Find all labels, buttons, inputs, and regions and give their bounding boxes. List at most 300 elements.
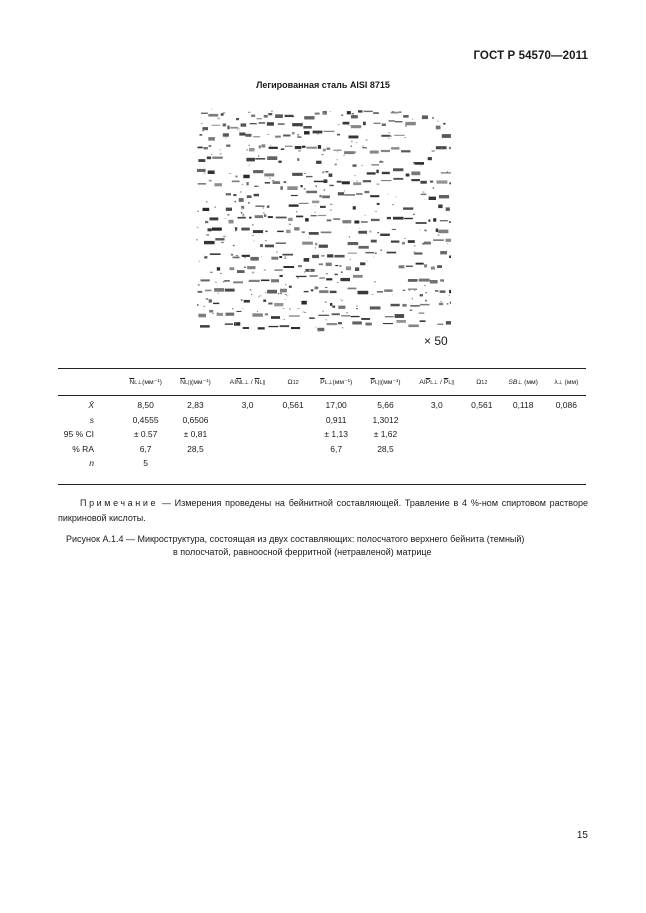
micro-speck — [316, 185, 318, 187]
micro-streak — [264, 115, 268, 118]
table-cell: 28,5 — [187, 443, 204, 454]
caption-line-1: Рисунок А.1.4 — Микроструктура, состоящая из двух составляющих: полосчатого верхнего бейнита (темный) — [66, 534, 525, 544]
micro-streak — [396, 320, 406, 323]
micro-streak — [364, 111, 373, 112]
micro-streak — [280, 186, 283, 190]
micro-streak — [392, 229, 396, 230]
table-cell: 8,50 — [137, 400, 154, 411]
micro-speck — [233, 245, 235, 246]
micro-speck — [270, 145, 271, 146]
micro-streak — [203, 147, 208, 149]
micro-streak — [243, 327, 249, 329]
micro-streak — [276, 217, 287, 219]
table-cell — [464, 456, 499, 471]
micro-streak — [335, 164, 337, 166]
micro-streak — [276, 243, 286, 244]
micro-speck — [380, 161, 382, 162]
table-cell — [409, 442, 464, 457]
micro-speck — [342, 327, 343, 328]
table-cell — [220, 413, 276, 428]
micro-streak — [365, 191, 370, 193]
micro-streak — [286, 230, 291, 233]
micro-streak — [258, 327, 265, 329]
micro-streak — [338, 322, 342, 324]
micro-speck — [257, 186, 259, 187]
micro-streak — [237, 270, 245, 273]
micro-speck — [351, 141, 353, 143]
header-label-cell — [58, 372, 120, 392]
micro-streak — [253, 136, 260, 137]
micro-streak — [371, 240, 377, 243]
micro-streak — [214, 288, 224, 292]
micro-streak — [262, 144, 266, 147]
micro-speck — [404, 238, 406, 239]
micro-speck — [366, 233, 368, 234]
micro-streak — [265, 245, 274, 248]
micro-streak — [327, 254, 333, 257]
micro-speck — [425, 300, 427, 302]
micro-speck — [289, 308, 291, 310]
micro-streak — [289, 315, 300, 316]
micro-streak — [382, 172, 390, 174]
micro-streak — [385, 316, 394, 317]
micro-speck — [337, 151, 338, 152]
micro-streak — [399, 111, 402, 113]
micro-streak — [319, 245, 328, 248]
caption-line-2: в полосчатой, равноосной ферритной (нетравленой) матрице — [173, 547, 432, 557]
micro-streak — [285, 115, 295, 117]
micro-streak — [208, 171, 215, 175]
micro-streak — [416, 263, 424, 265]
micro-streak — [428, 220, 430, 222]
micro-streak — [269, 147, 278, 149]
note-text: — Измерения проведены на бейнитной составляющей. Травление в 4 %-ном спиртовом растворе пикриновой кислоты. — [58, 498, 588, 523]
micro-streak — [333, 150, 341, 151]
micro-speck — [362, 165, 363, 166]
micro-streak — [342, 181, 350, 184]
table-cell: 2,83 — [187, 400, 204, 411]
micro-speck — [215, 282, 218, 283]
micro-streak — [446, 239, 452, 242]
micro-streak — [280, 325, 290, 327]
table-cell — [311, 456, 362, 471]
micro-speck — [297, 134, 299, 136]
micro-streak — [205, 221, 208, 223]
micro-streak — [283, 135, 290, 137]
table-cell — [409, 427, 464, 442]
micro-streak — [247, 195, 252, 198]
micro-speck — [323, 113, 325, 115]
micro-streak — [294, 227, 299, 230]
micro-streak — [358, 291, 369, 295]
micro-streak — [437, 324, 443, 325]
micro-streak — [319, 263, 323, 265]
micro-speck — [198, 284, 200, 286]
micro-streak — [212, 157, 223, 159]
micro-speck — [293, 115, 294, 116]
micro-streak — [370, 195, 379, 197]
micro-streak — [232, 181, 240, 183]
micro-speck — [289, 224, 291, 225]
header-omega-n: Ω12 — [287, 378, 299, 386]
table-header-row — [58, 372, 586, 392]
micro-speck — [236, 255, 238, 256]
micro-speck — [204, 306, 205, 307]
micro-streak — [406, 266, 413, 267]
micro-streak — [440, 279, 444, 281]
micro-streak — [410, 305, 420, 306]
micro-streak — [277, 231, 284, 232]
table-cell: 3,0 — [241, 400, 254, 411]
micro-streak — [362, 147, 367, 148]
micro-streak — [309, 275, 317, 277]
micro-streak — [349, 136, 359, 139]
micro-streak — [446, 321, 451, 325]
micro-streak — [244, 300, 250, 303]
micro-streak — [297, 136, 301, 138]
micro-streak — [312, 201, 319, 204]
micro-speck — [224, 218, 226, 219]
micro-streak — [233, 194, 236, 196]
micro-streak — [268, 216, 273, 218]
micro-streak — [306, 147, 317, 149]
table-cell — [220, 456, 276, 471]
micro-streak — [279, 256, 282, 258]
micro-streak — [393, 217, 404, 220]
micro-speck — [387, 194, 389, 195]
micro-streak — [432, 151, 435, 152]
micro-streak — [200, 134, 203, 135]
micro-streak — [299, 203, 309, 204]
micro-streak — [238, 217, 246, 219]
micro-streak — [341, 315, 351, 317]
micro-speck — [244, 257, 246, 258]
micro-speck — [326, 319, 327, 320]
micro-speck — [253, 241, 255, 242]
micro-streak — [403, 207, 413, 209]
micro-streak — [353, 182, 361, 185]
micro-speck — [242, 184, 244, 185]
micro-streak — [402, 242, 405, 245]
micro-speck — [240, 191, 242, 192]
micro-streak — [291, 195, 298, 196]
micro-streak — [292, 123, 303, 126]
micro-streak — [403, 290, 406, 292]
micro-speck — [447, 303, 449, 304]
table-cell: 6,7 — [330, 443, 343, 454]
micro-streak — [207, 157, 211, 160]
micro-streak — [353, 275, 363, 278]
micro-streak — [210, 217, 219, 220]
micro-streak — [355, 267, 359, 271]
micro-speck — [323, 310, 324, 312]
micro-speck — [349, 236, 350, 238]
micro-speck — [235, 201, 236, 203]
micro-streak — [198, 291, 203, 293]
micro-streak — [236, 311, 241, 312]
table-cell: 0,911 — [325, 414, 347, 425]
micro-streak — [421, 194, 427, 196]
micro-speck — [405, 126, 407, 127]
micro-speck — [405, 123, 406, 124]
micro-speck — [212, 313, 214, 314]
micro-speck — [265, 240, 267, 241]
micro-streak — [252, 313, 263, 316]
micro-streak — [236, 118, 239, 120]
micro-streak — [327, 323, 338, 325]
micro-speck — [285, 294, 287, 295]
micro-speck — [380, 250, 382, 251]
micro-speck — [356, 142, 358, 143]
micro-streak — [376, 170, 379, 174]
micro-speck — [330, 111, 331, 112]
micro-streak — [221, 113, 224, 115]
table-row — [58, 427, 586, 442]
micro-speck — [302, 312, 304, 313]
micro-streak — [384, 289, 392, 292]
micro-speck — [252, 224, 253, 225]
micro-speck — [199, 261, 200, 262]
header-n-perp: $\overline{N}L\perp(мм^{-1})$ — [129, 379, 162, 386]
micro-speck — [218, 118, 221, 120]
micro-speck — [372, 294, 374, 295]
micro-speck — [437, 121, 439, 122]
micro-streak — [318, 145, 321, 149]
micro-streak — [204, 241, 215, 244]
micro-streak — [254, 194, 259, 197]
micro-streak — [327, 219, 332, 221]
micro-speck — [264, 270, 266, 271]
micro-streak — [422, 115, 428, 119]
micro-streak — [393, 178, 403, 180]
table-row — [58, 413, 586, 428]
micro-streak — [249, 148, 255, 151]
micro-streak — [301, 301, 306, 305]
micro-streak — [255, 158, 265, 160]
micro-streak — [391, 147, 399, 150]
note-paragraph — [58, 496, 588, 526]
micro-speck — [325, 287, 327, 288]
micro-speck — [433, 187, 434, 188]
micro-streak — [330, 291, 337, 293]
micro-streak — [440, 251, 447, 254]
micro-speck — [242, 215, 244, 216]
micro-speck — [375, 211, 377, 212]
micro-streak — [419, 313, 425, 314]
micro-streak — [275, 136, 281, 138]
micro-speck — [284, 274, 285, 275]
micro-streak — [239, 198, 244, 202]
micro-streak — [198, 159, 205, 162]
micro-streak — [393, 168, 403, 171]
micro-speck — [263, 213, 266, 214]
micro-speck — [422, 243, 424, 245]
micro-speck — [197, 304, 198, 306]
micro-speck — [362, 146, 364, 147]
micro-streak — [259, 122, 266, 124]
micro-streak — [326, 278, 332, 280]
micro-streak — [266, 231, 268, 233]
micro-speck — [237, 128, 240, 129]
micro-speck — [231, 254, 234, 256]
header-n-par: $\overline{N}L||(мм^{-1})$ — [180, 379, 211, 386]
micro-speck — [220, 153, 222, 154]
micro-speck — [284, 319, 285, 320]
table-top-rule — [58, 368, 586, 369]
micro-speck — [269, 178, 271, 179]
micro-speck — [220, 273, 222, 274]
micro-streak — [241, 123, 247, 126]
micro-streak — [322, 171, 324, 173]
micro-streak — [338, 306, 345, 309]
micro-streak — [274, 269, 282, 271]
micro-streak — [268, 303, 272, 305]
micro-streak — [249, 280, 260, 282]
table-cell — [362, 456, 410, 471]
micro-streak — [380, 234, 390, 236]
micro-streak — [292, 132, 295, 135]
row-label-cell: X̄ — [88, 400, 94, 411]
micro-streak — [210, 253, 221, 255]
micro-speck — [218, 293, 219, 294]
micro-streak — [235, 227, 237, 230]
micro-speck — [284, 299, 286, 300]
micro-streak — [435, 290, 439, 292]
micro-streak — [420, 320, 426, 322]
micro-streak — [436, 126, 441, 130]
micro-speck — [204, 256, 205, 258]
magnification-label: × 50 — [424, 334, 448, 348]
micro-speck — [202, 130, 204, 132]
micro-streak — [326, 263, 332, 266]
micro-streak — [284, 181, 287, 183]
micro-speck — [225, 137, 226, 138]
micro-streak — [312, 255, 319, 258]
micro-streak — [311, 289, 313, 291]
micro-streak — [356, 193, 362, 194]
micro-speck — [309, 237, 310, 238]
micro-speck — [366, 261, 367, 262]
micro-speck — [365, 215, 366, 216]
micro-streak — [209, 299, 212, 302]
micro-speck — [296, 211, 297, 213]
micro-speck — [284, 258, 286, 259]
micro-streak — [333, 218, 340, 219]
micro-speck — [206, 298, 209, 299]
micro-speck — [220, 149, 221, 151]
micro-streak — [346, 266, 351, 270]
micro-speck — [196, 239, 197, 241]
micro-streak — [341, 115, 343, 116]
micro-streak — [354, 221, 359, 224]
micro-streak — [377, 184, 380, 185]
micro-streak — [296, 276, 307, 277]
table-cell: 6,7 — [139, 443, 152, 454]
micro-speck — [341, 300, 343, 301]
micro-streak — [406, 174, 410, 177]
micro-speck — [223, 236, 226, 237]
micro-streak — [360, 262, 365, 265]
micro-streak — [197, 169, 206, 172]
figure-caption — [58, 533, 588, 559]
micro-streak — [318, 315, 329, 316]
micro-streak — [239, 133, 245, 136]
micro-speck — [284, 256, 286, 257]
micro-streak — [295, 146, 302, 149]
micro-streak — [433, 218, 436, 222]
micro-streak — [329, 174, 333, 177]
micro-streak — [226, 145, 230, 147]
micro-streak — [209, 180, 212, 182]
micro-speck — [418, 280, 419, 281]
table-cell — [464, 413, 499, 428]
table-cell: 0,4555 — [132, 414, 159, 425]
micro-streak — [381, 150, 390, 152]
micro-speck — [251, 294, 252, 295]
micro-streak — [358, 110, 363, 112]
micro-speck — [410, 310, 413, 311]
micro-streak — [337, 181, 342, 183]
micro-streak — [367, 172, 376, 174]
micro-speck — [326, 273, 328, 274]
micro-streak — [381, 180, 391, 181]
micro-streak — [226, 313, 235, 316]
micro-streak — [289, 204, 299, 206]
micro-streak — [214, 183, 222, 186]
header-sb: SB⊥ (мм) — [508, 378, 538, 386]
micro-streak — [366, 323, 372, 326]
micro-streak — [319, 290, 328, 293]
micro-speck — [374, 281, 376, 282]
micro-streak — [223, 124, 226, 127]
micro-streak — [212, 125, 221, 126]
micro-streak — [208, 114, 218, 117]
micro-streak — [373, 112, 379, 113]
row-label-cell: n — [89, 458, 94, 469]
micro-speck — [227, 214, 229, 215]
table-cell — [500, 427, 547, 442]
micro-streak — [264, 214, 266, 217]
micro-speck — [211, 109, 212, 110]
micro-streak — [250, 123, 257, 124]
micro-streak — [332, 306, 335, 308]
micro-streak — [283, 266, 294, 268]
micro-streak — [246, 158, 255, 162]
micro-streak — [327, 148, 331, 150]
table-row — [58, 456, 586, 471]
micro-streak — [200, 325, 210, 328]
table-cell — [547, 413, 586, 428]
micro-speck — [286, 295, 288, 296]
micro-streak — [265, 313, 268, 315]
micro-streak — [313, 131, 323, 134]
micro-speck — [441, 148, 442, 150]
micro-speck — [250, 289, 252, 290]
micro-speck — [285, 284, 286, 285]
micro-streak — [429, 197, 436, 200]
micro-streak — [281, 149, 284, 150]
micro-streak — [209, 145, 212, 147]
micro-speck — [423, 191, 425, 193]
micro-speck — [425, 292, 427, 293]
micro-speck — [298, 150, 300, 151]
micro-speck — [211, 154, 213, 155]
micro-speck — [388, 138, 390, 139]
micro-streak — [430, 181, 433, 183]
micro-streak — [253, 230, 263, 233]
micro-speck — [244, 267, 246, 268]
table-cell — [275, 442, 310, 457]
